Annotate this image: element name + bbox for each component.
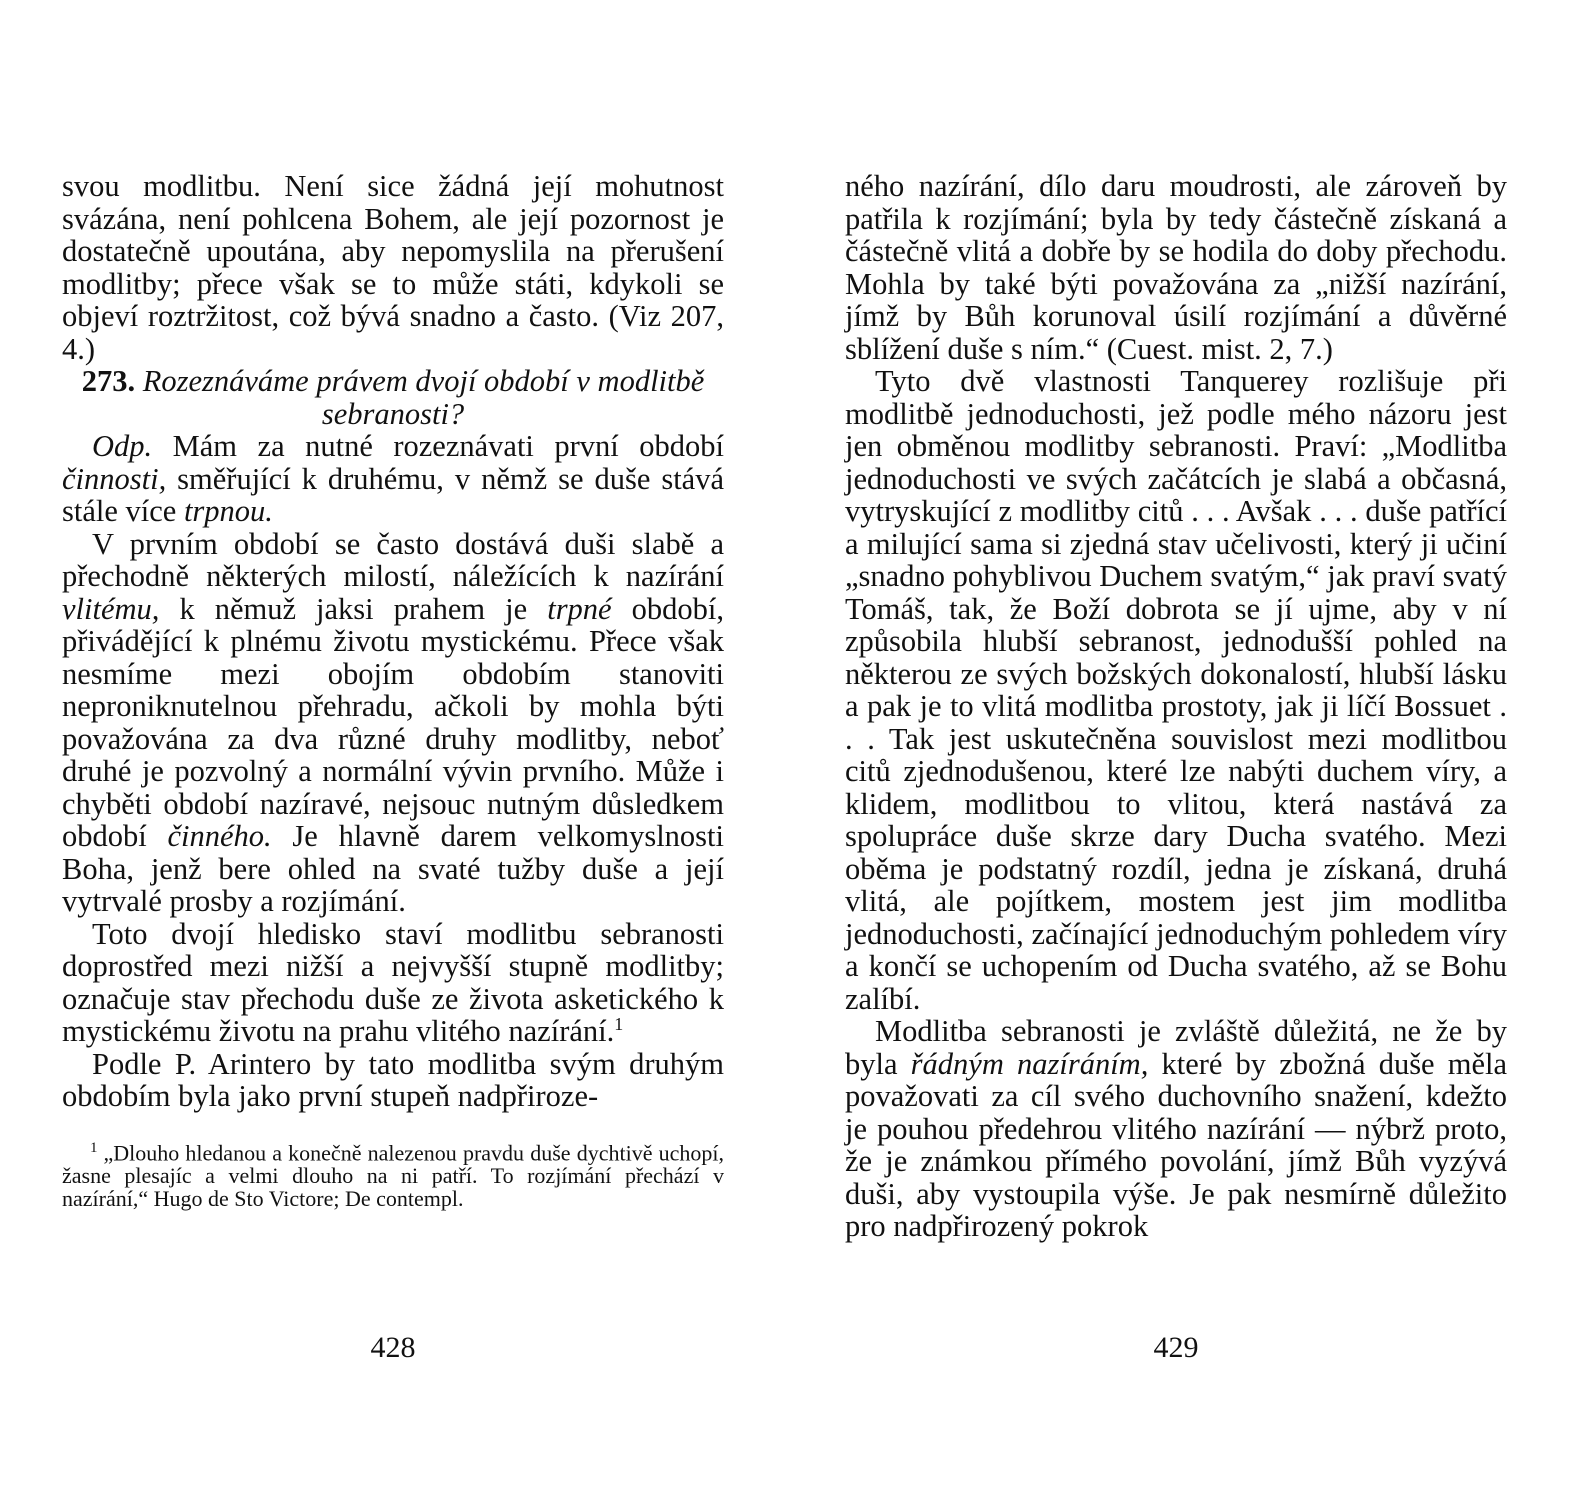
answer-emphasis-1: činnosti, xyxy=(62,461,167,496)
answer-label: Odp. xyxy=(92,429,153,463)
right-page xyxy=(845,170,1507,1390)
importance-emphasis-1: řádným nazíráním, xyxy=(910,1046,1149,1081)
importance-text-2: které by zbožná duše měla považovati za cíl svého duchovního snažení, kdežto je pouhou předehrou vlitého nazírání — nýbrž proto, že je známkou přímého povolání, jímž Bůh vyzývá duši, aby vystoupila výše. Je pak nesmírně důležito pro nadpřirozený pokrok xyxy=(845,1046,1508,1243)
right-continuation-paragraph: ného nazírání, dílo daru moudrosti, ale zároveň by patřila k rozjímání; byla by tedy částečně získaná a částečně vlitá a dobře by se hodila do doby přechodu. Mohla by také býti považována za „nižší nazírání, jímž by Bůh korunoval úsilí rozjímání a důvěrné sblížení duše s ním.“ (Cuest. mist. 2, 7.) xyxy=(845,169,1507,366)
first-period-emphasis-3: činného. xyxy=(167,819,272,853)
page-number-right: 429 xyxy=(1153,1331,1199,1364)
left-page-text xyxy=(62,170,724,1210)
answer-emphasis-2: trpnou. xyxy=(183,494,273,528)
left-page xyxy=(62,170,724,1390)
footnote-reference: 1 xyxy=(614,1013,624,1034)
arintero-paragraph: Podle P. Arintero by tato modlitba svým druhým obdobím byla jako první stupeň nadpřiroze- xyxy=(62,1046,724,1113)
left-continuation-paragraph: svou modlitbu. Není sice žádná její mohutnost svázána, není pohlcena Bohem, ale její pozornost je dostatečně upoutána, aby nepomyslila na přerušení modlitby; přece však se to může státi, kdykoli se objeví roztržitost, což bývá snadno a často. (Viz 207, 4.) xyxy=(62,169,724,366)
question-heading xyxy=(62,365,724,430)
right-page-text xyxy=(845,170,1507,1243)
first-period-emphasis-2: trpné xyxy=(547,591,612,626)
first-period-text-3: období, přivádějící k plnému životu mystickému. Přece však nesmíme mezi obojím obdobím stanoviti neproniknutelnou přehradu, ačkoli by mohla býti považována za dva různé druhy modlitby, neboť druhé je pozvolný a normální vývin prvního. Může i chyběti období nazíravé, nejsouc nutným důsledkem období xyxy=(62,591,724,853)
answer-text-2: směřující k druhému, v němž se duše stává stále více xyxy=(62,461,724,528)
twofold-text: Toto dvojí hledisko staví modlitbu sebranosti doprostřed mezi nižší a nejvyšší stupně modlitby; označuje stav přechodu duše ze života asketického k mystickému životu na prahu vlitého nazírání. xyxy=(62,916,724,1048)
first-period-text-2: k němuž jaksi prahem je xyxy=(159,591,548,626)
first-period-paragraph xyxy=(62,528,724,918)
first-period-text-1: V prvním období se často dostává duši slabě a přechodně některých milostí, náležících k nazírání xyxy=(62,526,724,593)
first-period-emphasis-1: vlitému, xyxy=(62,591,160,626)
question-number: 273. xyxy=(81,364,136,398)
question-text: Rozeznáváme právem dvojí období v modlitbě sebranosti? xyxy=(142,364,705,431)
first-period-text-4: Je hlavně darem velkomyslnosti Boha, jenž bere ohled na svaté tužby duše a její vytrvalé prosby a rozjímání. xyxy=(62,819,724,918)
footnote xyxy=(62,1137,724,1210)
answer-text-1: Mám za nutné rozeznávati první období xyxy=(152,429,724,463)
footnote-text: „Dlouho hledanou a konečně nalezenou pravdu duše dychtivě uchopí, žasne plesajíc a velmi dlouho na ni patří. To rozjímání přechází v nazírání,“ Hugo de Sto Victore; De contempl. xyxy=(62,1139,724,1211)
twofold-paragraph xyxy=(62,918,724,1048)
tanquerey-paragraph: Tyto dvě vlastnosti Tanquerey rozlišuje při modlitbě jednoduchosti, jež podle mého názoru jest jen obměnou modlitby sebranosti. Praví: „Modlitba jednoduchosti ve svých začátcích je slabá a občasná, vytryskující z modlitby citů . . . Avšak . . . duše patřící a milující sama si zjedná stav učelivosti, který ji učiní „snadno pohyblivou Duchem svatým,“ jak praví svatý Tomáš, tak, že Boží dobrota se jí ujme, aby v ní způsobila hlubší sebranost, jednodušší pohled na některou ze svých božských dokonalostí, hlubší lásku a pak je to vlitá modlitba prostoty, jak ji líčí Bossuet . . . Tak jest uskutečněna souvislost mezi modlitbou citů zjednodušenou, které lze nabýti duchem víry, a klidem, modlitbou to vlitou, která nastává za spolupráce duše skrze dary Ducha svatého. Mezi oběma je podstatný rozdíl, jedna je získaná, druhá vlitá, ale pojítkem, mostem jest jim modlitba jednoduchosti, začínající jednoduchým pohledem víry a končí se uchopením od Ducha svatého, až se Bohu zalíbí. xyxy=(845,364,1507,1016)
importance-text-1: Modlitba sebranosti je zvláště důležitá, ne že by byla xyxy=(845,1014,1507,1081)
footnote-number: 1 xyxy=(90,1139,98,1156)
importance-paragraph xyxy=(845,1015,1507,1243)
answer-paragraph xyxy=(62,430,724,528)
page-number-left: 428 xyxy=(370,1331,416,1364)
